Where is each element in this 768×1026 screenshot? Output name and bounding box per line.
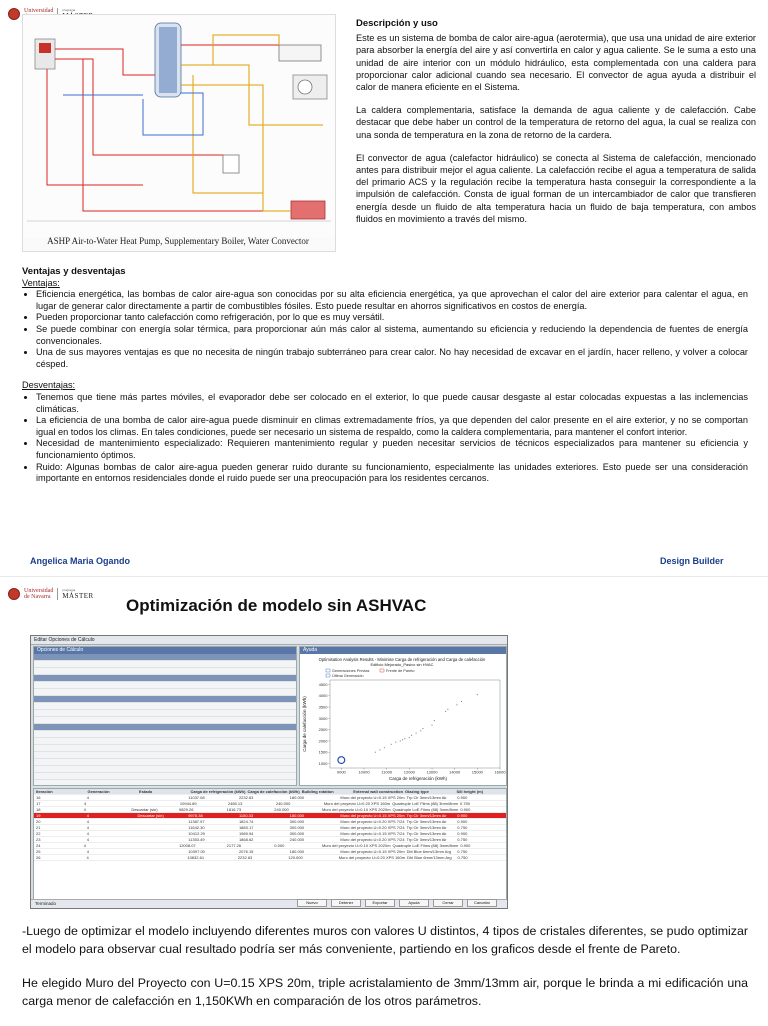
table-cell: 10412.29 <box>188 831 205 836</box>
table-cell: 23 <box>36 837 41 842</box>
data-point <box>445 711 446 712</box>
column-header[interactable]: Glazing type <box>405 789 429 794</box>
options-row <box>34 668 296 675</box>
table-cell: 1824.74 <box>238 819 254 824</box>
page-divider <box>0 576 768 577</box>
table-cell: 1816.73 <box>226 807 242 812</box>
options-group <box>34 675 296 682</box>
table-cell: 4 <box>86 837 89 842</box>
column-header[interactable]: Carga de calefacción (kWh) <box>247 789 300 794</box>
list-item: • Ruido: Algunas bombas de calor aire-agua pueden generar ruido durante su funcionamiento, especialmente las unidades exteriores. Esto puede ser una consideración importante en entornos residenciales donde el ruido puede ser una preocupación para los residentes cercanos. <box>36 462 748 485</box>
table-cell: 1150.33 <box>238 813 254 818</box>
legend-swatch-previous <box>326 669 330 672</box>
table-cell: 12008.07 <box>178 843 196 848</box>
table-cell: 9978.38 <box>188 813 203 818</box>
x-tick-label: 15000 <box>471 769 483 775</box>
table-cell <box>130 801 178 806</box>
data-point <box>384 747 385 748</box>
table-cell: Muro del proyecto U=0.20 XPS 7/24 <box>340 825 405 830</box>
table-cell: 4 <box>86 813 89 818</box>
options-row <box>34 717 296 724</box>
data-point <box>375 752 376 753</box>
table-cell: 300.000 <box>289 825 305 830</box>
table-cell: 26 <box>36 855 41 860</box>
table-cell: Trp Clr 3mm/13mm Air <box>406 819 447 824</box>
software-name: Design Builder <box>660 556 724 566</box>
list-item: • Tenemos que tiene más partes móviles, el evaporador debe ser colocado en el exterior, lo que puede causar desgaste al estar colocadas expuestas a las inclemencias climáticas. <box>36 392 748 415</box>
data-point <box>434 720 435 721</box>
data-point <box>416 733 417 734</box>
author-name: Angelica Maria Ogando <box>30 556 131 566</box>
table-cell: 0.900 <box>457 819 468 824</box>
table-cell: 4 <box>83 843 86 848</box>
table-cell: 0.900 <box>460 843 471 848</box>
y-tick-label: 3000 <box>318 715 328 721</box>
table-body <box>34 795 506 861</box>
help-button[interactable]: Ayuda <box>399 899 429 907</box>
table-cell: 2232.63 <box>238 795 254 800</box>
options-row <box>34 689 296 696</box>
table-cell: Muro del proyecto U=0.15 XPS 7/24 <box>340 831 405 836</box>
table-cell: 240.000 <box>275 801 291 806</box>
table-cell: 300.000 <box>289 819 305 824</box>
table-cell: Trp Clr 3mm/13mm Air <box>406 813 447 818</box>
legend-previous: Generaciones Previas <box>332 669 370 673</box>
table-cell <box>129 843 177 848</box>
chart-axes <box>319 680 507 775</box>
heat-pump-diagram <box>22 14 336 252</box>
description-paragraph: El convector de agua (calefactor hidráulico) se conecta al Sistema de calefacción, mencionado antes para distribuir mejor el agua caliente. La calefacción recibe el agua a temperatura de salida del primario ACS y la regulación recibe la temperatura hasta conseguir la correspondiente a la impulsión de calefacción. Consta de igual forman de un intercambiador de calor que transfieren energía desde un fluido de alta temperatura hacia un fluido de baja temperatura, con ambos fluidos en movimiento a través del mismo. <box>356 152 756 224</box>
table-cell: Muro del proyecto U=0.10 XPS 2020m <box>321 843 391 848</box>
table-cell: 0.900 <box>457 813 468 818</box>
x-tick-label: 16000 <box>494 769 506 775</box>
table-cell: 0.750 <box>457 825 468 830</box>
university-name: Universidad de Navarra <box>24 588 54 600</box>
university-name: Universidad <box>24 8 54 14</box>
table-cell: 10944.89 <box>179 801 197 806</box>
page-title: Optimización de modelo sin ASHVAC <box>126 596 427 615</box>
options-row <box>34 661 296 668</box>
table-cell: 4 <box>86 831 89 836</box>
table-cell: 18 <box>36 807 41 812</box>
table-cell: 10397.00 <box>188 849 205 854</box>
list-item: • Necesidad de mantenimiento especializado: Requieren mantenimiento regular y pueden necesitar servicios de técnicos especializados para mantener su eficiencia y funcionamiento óptimos. <box>36 438 748 461</box>
legend-swatch-pareto <box>380 669 384 672</box>
table-cell: 4 <box>83 807 86 812</box>
table-cell: 19 <box>36 813 41 818</box>
options-row <box>34 731 296 738</box>
legend-last: Última Generación <box>332 674 364 678</box>
table-cell: Muro del proyecto U=0.20 XPS 160m <box>323 801 391 806</box>
data-point <box>404 738 405 739</box>
table-cell: Dbl Blue 6mm/13mm Arg <box>406 849 452 854</box>
table-cell: 10832.61 <box>187 855 205 860</box>
close-button[interactable]: Cerrar <box>433 899 463 907</box>
advantages-list <box>22 289 748 370</box>
list-item: • La eficiencia de una bomba de calor aire-agua puede disminuir en climas extremadamente fríos, ya que dependen del calor presente en el aire exterior, y no se comportan igual en todos los climas. En tales condiciones, puede ser necesario un sistema de respaldo, como la caldera complementaria, para mantener el confort interior. <box>36 415 748 438</box>
description-heading: Descripción y uso <box>356 18 438 29</box>
options-row <box>34 766 296 773</box>
x-tick-label: 12000 <box>403 769 415 775</box>
column-header[interactable]: Estado <box>139 789 153 794</box>
table-cell <box>135 795 186 800</box>
table-cell: Muro del proyecto U=0.10 XPS 2020m <box>321 807 391 812</box>
table-cell: 1989.94 <box>238 831 254 836</box>
options-row <box>34 703 296 710</box>
table-cell: 180.000 <box>289 849 305 854</box>
table-cell: Trp Clr 3mm/13mm Air <box>406 795 447 800</box>
y-tick-label: 1500 <box>318 749 328 755</box>
pros-cons-section <box>22 266 748 495</box>
table-cell: Trp Clr 3mm/13mm Air <box>406 837 447 842</box>
table-cell: 180.000 <box>289 813 305 818</box>
table-cell <box>135 819 186 824</box>
list-item: • Una de sus mayores ventajas es que no necesita de ningún trabajo subterráneo para crear calor. No hay necesidad de excavar en el jardín, hacer relleno, y volver a colocar césped. <box>36 347 748 370</box>
data-point <box>395 742 396 743</box>
legend-pareto: Frente de Pareto <box>386 669 415 673</box>
table-cell: 0.900 <box>460 807 471 812</box>
table-cell: 120.000 <box>288 855 303 860</box>
table-cell: 16 <box>36 795 41 800</box>
x-tick-label: 9000 <box>336 769 346 775</box>
data-point <box>447 709 448 710</box>
pros-cons-heading: Ventajas y desventajas <box>22 266 126 277</box>
chart-subtitle: Edificio Mejorado_Pasivo sin HVAC <box>370 662 434 667</box>
table-cell: 4 <box>86 825 89 830</box>
table-cell: 2465.13 <box>227 801 243 806</box>
table-cell: 4 <box>86 795 89 800</box>
university-logo <box>8 588 94 600</box>
table-cell: 4 <box>86 819 89 824</box>
options-row <box>34 738 296 745</box>
table-cell: Muro del proyecto U=0.20 XPS 160m <box>338 855 406 860</box>
data-point <box>422 728 423 729</box>
table-cell: Quadruple LoE Films (88) 3mm/8mm <box>392 843 459 848</box>
table-cell: Trp Clr 3mm/13mm Air <box>406 825 447 830</box>
column-header[interactable]: Building rotation <box>301 789 334 794</box>
x-tick-label: 14000 <box>449 769 461 775</box>
options-row <box>34 773 296 780</box>
table-cell: 4 <box>86 849 89 854</box>
column-header[interactable]: Carga de refrigeración (kWh) <box>190 789 246 794</box>
table-cell: 0.750 <box>457 837 468 842</box>
options-panel-title: Opciones de Cálculo <box>34 647 296 654</box>
options-row <box>34 759 296 766</box>
table-cell: 9829.26 <box>178 807 194 812</box>
table-cell: Muro del proyecto U=0.15 XPS 20m <box>340 813 405 818</box>
data-point <box>432 725 433 726</box>
diagram-caption: ASHP Air-to-Water Heat Pump, Supplementary Boiler, Water Convector <box>47 236 309 246</box>
options-group <box>34 654 296 661</box>
options-row <box>34 752 296 759</box>
table-cell: 2232.63 <box>237 855 253 860</box>
table-cell: 0.750 <box>457 855 468 860</box>
table-cell: 25 <box>36 849 41 854</box>
table-cell: 0.750 <box>459 801 470 806</box>
table-cell: 0.900 <box>457 831 468 836</box>
logo-divider <box>57 588 58 600</box>
table-cell: 240.000 <box>289 837 305 842</box>
column-header[interactable]: Iteración <box>36 789 53 794</box>
results-table[interactable] <box>33 788 507 902</box>
table-cell: Muro del proyecto U=0.15 XPS 20m <box>340 849 405 854</box>
list-item: • Eficiencia energética, las bombas de calor aire-agua son conocidas por su alta eficiencia energética, ya que aprovechan el calor del aire exterior para calentar el agua, en lugar de generar calor directamente a partir de combustibles fósiles. Esto puede resultar en ahorros significativos en costos de energía. <box>36 289 748 312</box>
university-seal-icon <box>8 8 20 20</box>
table-cell: 11037.08 <box>188 795 205 800</box>
column-header[interactable]: Sill height (m) <box>456 789 483 794</box>
y-tick-label: 4500 <box>318 681 328 687</box>
program-block: programa <box>62 8 76 12</box>
column-header[interactable]: External wall construction <box>353 789 404 794</box>
description-paragraph: Este es un sistema de bomba de calor aire-agua (aerotermia), que usa una unidad de aire exterior para absorber la energía del aire y así convertirla en calor y agua caliente. Se le suma a esto una unidad de aire interior con un módulo hidráulico, esta complementada con una caldera para proporcionar calor adicional cuando sea necesario. El convector de agua ayuda a distribuir el calor de manera eficiente en el Sistema. <box>356 33 756 93</box>
table-cell: Muro del proyecto U=0.20 XPS 7/24 <box>340 837 405 842</box>
disadvantages-list <box>22 392 748 485</box>
table-cell: 0.900 <box>457 795 468 800</box>
options-row <box>34 710 296 717</box>
table-cell: 240.000 <box>274 807 289 812</box>
data-point <box>456 704 457 705</box>
x-tick-label: 13000 <box>426 769 438 775</box>
chart-title: Optimisation Analysis Results - Minimise Carga de refrigeración and Carga de calefacción <box>318 657 486 662</box>
y-axis-label: Carga de calefacción (kWh) <box>302 696 307 752</box>
table-cell: 11642.30 <box>188 825 205 830</box>
cancel-button[interactable]: Cancelar <box>467 899 497 907</box>
analysis-text <box>22 922 748 1026</box>
options-panel <box>33 646 297 786</box>
table-cell: 11353.49 <box>188 837 205 842</box>
status-text: Terminado <box>35 901 57 906</box>
y-tick-label: 2500 <box>318 727 328 733</box>
table-cell: 11387.97 <box>188 819 205 824</box>
table-cell: 21 <box>36 825 41 830</box>
options-row <box>34 682 296 689</box>
status-bar <box>31 899 507 908</box>
plot-area <box>330 680 500 768</box>
options-row <box>34 780 296 787</box>
chart-panel-title: Ayuda <box>300 647 506 654</box>
y-tick-label: 4000 <box>318 693 328 699</box>
table-cell: 2177.26 <box>226 843 242 848</box>
table-cell: 1868.62 <box>238 837 254 842</box>
data-point <box>411 735 412 736</box>
table-cell: 24 <box>36 843 41 848</box>
table-cell: Dbl Blue 6mm/13mm Arg <box>407 855 452 860</box>
table-cell <box>135 825 186 830</box>
options-group <box>34 724 296 731</box>
table-cell <box>135 831 186 836</box>
x-tick-label: 10000 <box>358 769 370 775</box>
table-cell <box>135 849 186 854</box>
program-block: programa MÁSTER <box>62 588 94 600</box>
column-header[interactable]: Generación <box>87 789 110 794</box>
table-cell: 1883.17 <box>238 825 254 830</box>
table-cell: 4 <box>83 801 87 806</box>
x-axis-label: Carga de refrigeración (kWh) <box>388 776 448 781</box>
analysis-paragraph: -Luego de optimizar el modelo incluyendo diferentes muros con valores U distintos, 4 tipos de cristales diferentes, se pudo optimizar el modelo para observar cual resultado podría ser más conveniente, partiendo en los graficos desde el frente de Pareto. <box>22 924 748 956</box>
list-item: • Pueden proporcionar tanto calefacción como refrigeración, por lo que es muy versátil. <box>36 312 748 324</box>
table-cell: 20 <box>36 819 41 824</box>
table-cell: Quadruple LoE Films (88) 3mm/8mm <box>392 807 459 812</box>
data-point <box>402 739 403 740</box>
legend-swatch-last <box>326 674 330 677</box>
x-tick-label: 11000 <box>381 769 393 775</box>
description-paragraph: La caldera complementaria, satisface la demanda de agua caliente y de calefacción. Cabe destacar que debe haber un control de la temperatura de retorno del agua, la cual se realiza con una sonda de temperatura en la zona de retorno de la cardera. <box>356 105 756 140</box>
table-row[interactable] <box>34 855 506 861</box>
university-seal-icon <box>8 588 20 600</box>
table-cell: Descartar (sin) <box>137 813 164 818</box>
data-point <box>461 701 462 702</box>
software-screenshot <box>30 635 508 909</box>
table-cell: 2076.15 <box>238 849 254 854</box>
table-cell <box>135 837 186 842</box>
description-section <box>356 18 756 236</box>
export-button[interactable]: Exportar <box>365 899 395 907</box>
table-cell: 22 <box>36 831 41 836</box>
table-cell: Muro del proyecto U=0.15 XPS 20m <box>340 795 405 800</box>
data-point <box>379 749 380 750</box>
y-tick-label: 2000 <box>318 738 328 744</box>
advantages-label: Ventajas: <box>22 277 60 288</box>
data-point <box>420 730 421 731</box>
options-row <box>34 745 296 752</box>
data-point <box>400 740 401 741</box>
window-title: Editar Opciones de Cálculo <box>31 636 507 645</box>
data-point <box>409 737 410 738</box>
table-cell: Trp Clr 3mm/13mm Air <box>406 831 447 836</box>
chart-panel <box>299 646 507 786</box>
table-cell: 0.000 <box>274 843 285 848</box>
table-cell: Descartar (sin) <box>131 807 158 812</box>
table-cell: 300.000 <box>289 831 305 836</box>
options-group <box>34 696 296 703</box>
data-point <box>391 744 392 745</box>
y-tick-label: 3500 <box>318 704 328 710</box>
table-cell: Muro del proyecto U=0.20 XPS 7/24 <box>340 819 405 824</box>
new-button[interactable]: Nuevo <box>297 899 327 907</box>
list-item: • Se puede combinar con energía solar térmica, para proporcionar aún más calor al sistema, aumentando su eficiencia y reduciendo la dependencia de fuentes de energía convencionales. <box>36 324 748 347</box>
table-cell: 0.750 <box>457 849 468 854</box>
data-point <box>477 694 478 695</box>
table-cell: Quadruple LoE Films (88) 3mm/8mm <box>392 801 458 806</box>
heat-pump-schematic <box>23 15 335 237</box>
table-cell: 4 <box>86 855 89 860</box>
disadvantages-label: Desventajas: <box>22 380 76 391</box>
table-cell: 17 <box>36 801 41 806</box>
y-tick-label: 1000 <box>318 760 328 766</box>
table-cell <box>135 855 185 860</box>
table-cell: 180.000 <box>289 795 305 800</box>
stop-button[interactable]: Detener <box>331 899 361 907</box>
pareto-chart <box>300 654 504 782</box>
analysis-paragraph: He elegido Muro del Proyecto con U=0.15 XPS 20m, triple acristalamiento de 3mm/13mm air, porque le brinda a mi edificación una carga menor de calefacción en 1,150KWh en comparación de los otros parámetros. <box>22 976 748 1008</box>
